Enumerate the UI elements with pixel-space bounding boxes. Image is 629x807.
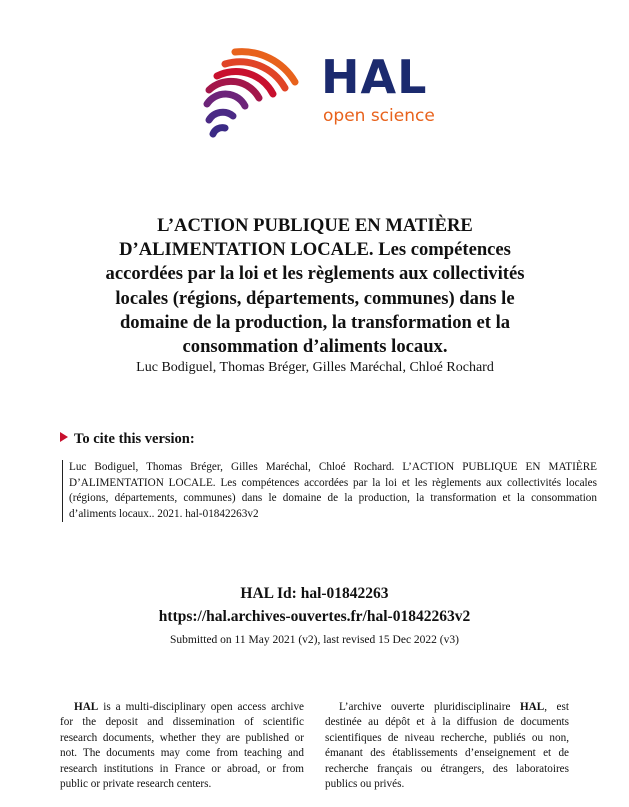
- title-line: consommation d’aliments locaux.: [182, 336, 448, 358]
- citation-text: Luc Bodiguel, Thomas Bréger, Gilles Maréchal, Chloé Rochard. L’ACTION PUBLIQUE EN MATIÈRE D’ALIMENTATION LOCALE. Les compétences accordées par la loi et les règlements aux collectivités locales (régions, départements, communes) dans le domaine de la production, la transformation et la consommation d’aliments locaux.. 2021. hal-01842263v2: [62, 460, 597, 522]
- title-line: D’ALIMENTATION LOCALE. Les compétences: [119, 239, 511, 261]
- hal-arcs-logo-icon: [197, 42, 307, 152]
- french-description: [325, 700, 569, 792]
- title-line: L’ACTION PUBLIQUE EN MATIÈRE: [157, 215, 473, 236]
- english-description: [60, 700, 304, 792]
- authors: Luc Bodiguel, Thomas Bréger, Gilles Maréchal, Chloé Rochard: [136, 360, 494, 375]
- french-text-pre: L’archive ouverte pluridisciplinaire: [339, 701, 520, 713]
- title-line: locales (régions, départements, communes) dans le: [115, 287, 515, 309]
- hal-url-link[interactable]: https://hal.archives-ouvertes.fr/hal-01842263v2: [158, 608, 471, 625]
- hal-wordmark: HAL: [321, 50, 428, 104]
- hal-logo: [197, 42, 457, 152]
- english-paragraph: [60, 700, 304, 792]
- english-text: is a multi-disciplinary open access archive for the deposit and dissemination of scientific research documents, whether they are published or not. The documents may come from teaching and research institutions in France or abroad, or from public or private research centers.: [60, 701, 304, 791]
- triangle-right-icon: [60, 432, 68, 442]
- hal-bold: HAL: [74, 701, 99, 713]
- hal-bold: HAL: [519, 701, 545, 713]
- french-text-post: , est destinée au dépôt et à la diffusion de documents scientifiques de niveau recherche, publiés ou non, émanant des établissements d’enseignement et de recherche français ou étrangers, des laboratoires publics ou privés.: [325, 701, 569, 791]
- cite-heading: [60, 431, 195, 448]
- cite-heading-text: To cite this version:: [74, 431, 195, 447]
- hal-id: HAL Id: hal-01842263: [240, 585, 389, 602]
- title-line: accordées par la loi et les règlements aux collectivités: [105, 263, 525, 285]
- submission-info: Submitted on 11 May 2021 (v2), last revised 15 Dec 2022 (v3): [170, 634, 459, 646]
- document-title: [60, 214, 570, 359]
- french-paragraph: [325, 700, 569, 792]
- open-science-tagline: open science: [323, 106, 435, 126]
- title-line: domaine de la production, la transformation et la: [119, 311, 511, 333]
